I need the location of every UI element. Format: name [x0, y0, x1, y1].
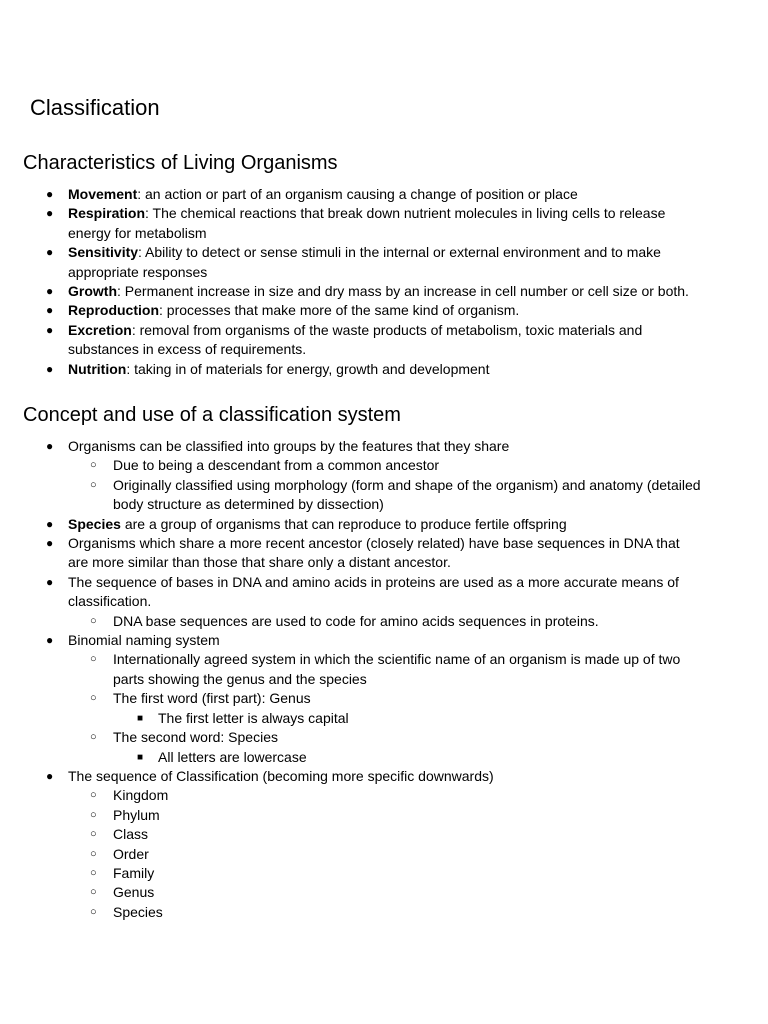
item-text: The second word: Species: [113, 729, 278, 746]
term-movement: Movement: [68, 186, 138, 202]
item-text: Phylum: [113, 806, 160, 823]
item-text: The sequence of Classification (becoming more specific downwards): [68, 767, 494, 784]
item-text: DNA base sequences are used to code for amino acids sequences in proteins.: [113, 612, 599, 629]
list-item: [0, 204, 698, 243]
sub-list-item: [0, 689, 703, 708]
heading-characteristics: Characteristics of Living Organisms: [23, 152, 338, 174]
item-text: : Ability to detect or sense stimuli in the internal or external environment and to make appropriate responses: [68, 244, 661, 280]
list-item: [0, 767, 698, 786]
list-item: [0, 631, 698, 650]
bullet-filled-circle: ●: [46, 516, 54, 531]
bullet-filled-circle: ●: [46, 322, 54, 337]
bullet-hollow-circle: ○: [90, 847, 97, 860]
bullet-filled-circle: ●: [46, 303, 54, 318]
item-text: : processes that make more of the same kind of organism.: [159, 302, 520, 319]
item-text: Kingdom: [113, 787, 169, 804]
item-text: Genus: [113, 884, 155, 901]
item-text: : removal from organisms of the waste products of metabolism, toxic materials and substances in excess of requirements.: [68, 321, 643, 358]
list-item: [0, 437, 698, 456]
heading-concept: Concept and use of a classification system: [23, 404, 401, 426]
bullet-hollow-circle: ○: [90, 692, 97, 705]
item-text: Originally classified using morphology (form and shape of the organism) and anatomy (detailed body structure as determined by dissection): [113, 476, 701, 513]
term-respiration: Respiration: [68, 205, 146, 222]
bullet-hollow-circle: ○: [90, 808, 97, 821]
document-title: Classification: [30, 95, 160, 120]
term-growth: Growth: [68, 283, 117, 300]
item-text: : an action or part of an organism causing a change of position or place: [137, 186, 578, 202]
bullet-hollow-circle: ○: [90, 653, 97, 666]
sub-sub-list-item: [0, 748, 703, 767]
sub-list-item: [0, 825, 703, 844]
bullet-filled-circle: ●: [46, 439, 54, 453]
bullet-filled-square: ■: [137, 751, 144, 763]
bullet-filled-square: ■: [137, 712, 144, 724]
list-item: [0, 534, 698, 573]
sub-list-item: [0, 864, 703, 883]
sub-list-item: [0, 845, 703, 864]
list-item: [0, 515, 698, 534]
item-text: Order: [113, 845, 149, 862]
item-text: All letters are lowercase: [158, 748, 307, 765]
item-text: Class: [113, 826, 149, 843]
bullet-filled-circle: ●: [46, 574, 54, 589]
item-text: The sequence of bases in DNA and amino acids in proteins are used as a more accurate means of classification.: [68, 573, 679, 610]
sub-sub-list-item: [0, 709, 703, 728]
item-text: The first word (first part): Genus: [113, 690, 311, 707]
bullet-hollow-circle: ○: [90, 905, 97, 918]
item-text: Due to being a descendant from a common ancestor: [113, 457, 440, 474]
item-text: : Permanent increase in size and dry mass by an increase in cell number or cell size or both.: [117, 283, 689, 300]
item-text: : The chemical reactions that break down nutrient molecules in living cells to release energy for metabolism: [68, 205, 666, 241]
bullet-hollow-circle: ○: [90, 866, 97, 879]
bullet-filled-circle: ●: [46, 633, 54, 648]
item-text: Organisms can be classified into groups by the features that they share: [68, 438, 510, 454]
item-text: Internationally agreed system in which the scientific name of an organism is made up of two parts showing the genus and the species: [113, 651, 681, 687]
characteristics-list: [0, 185, 768, 379]
bullet-hollow-circle: ○: [90, 886, 97, 899]
bullet-filled-circle: ●: [46, 284, 54, 299]
bullet-hollow-circle: ○: [90, 478, 97, 491]
sub-list-item: [0, 786, 703, 805]
sub-list-item: [0, 456, 703, 475]
item-text: are a group of organisms that can reproduce to produce fertile offspring: [120, 515, 567, 532]
bullet-filled-circle: ●: [46, 768, 54, 783]
sub-list-item: [0, 903, 703, 922]
item-text: : taking in of materials for energy, growth and development: [126, 360, 490, 377]
list-item: [0, 282, 698, 301]
bullet-filled-circle: ●: [46, 536, 54, 551]
sub-list-item: [0, 806, 703, 825]
sub-list-item: [0, 728, 703, 747]
list-item: [0, 243, 698, 282]
sub-list-item: [0, 650, 703, 689]
bullet-hollow-circle: ○: [90, 731, 97, 744]
sub-list-item: [0, 883, 703, 902]
list-item: [0, 301, 698, 320]
term-sensitivity: Sensitivity: [68, 244, 139, 261]
bullet-hollow-circle: ○: [90, 459, 97, 472]
term-nutrition: Nutrition: [68, 360, 127, 377]
bullet-filled-circle: ●: [46, 206, 54, 221]
item-text: Binomial naming system: [68, 632, 220, 649]
sub-list-item: [0, 612, 703, 631]
list-item: [0, 360, 698, 379]
concept-list: [0, 437, 768, 922]
sub-list-item: [0, 476, 703, 515]
bullet-hollow-circle: ○: [90, 828, 97, 841]
list-item: [0, 321, 698, 360]
bullet-filled-circle: ●: [46, 361, 54, 376]
item-text: The first letter is always capital: [158, 709, 349, 726]
bullet-hollow-circle: ○: [90, 614, 97, 627]
bullet-filled-circle: ●: [46, 187, 54, 201]
bullet-filled-circle: ●: [46, 245, 54, 260]
item-text: Organisms which share a more recent ancestor (closely related) have base sequences in DNA that are more similar than those that share only a distant ancestor.: [68, 535, 680, 571]
list-item: [0, 185, 698, 204]
term-species: Species: [68, 515, 121, 532]
list-item: [0, 573, 698, 612]
bullet-hollow-circle: ○: [90, 789, 97, 802]
term-excretion: Excretion: [68, 321, 132, 338]
item-text: Family: [113, 864, 155, 881]
item-text: Species: [113, 903, 163, 920]
term-reproduction: Reproduction: [68, 302, 159, 319]
